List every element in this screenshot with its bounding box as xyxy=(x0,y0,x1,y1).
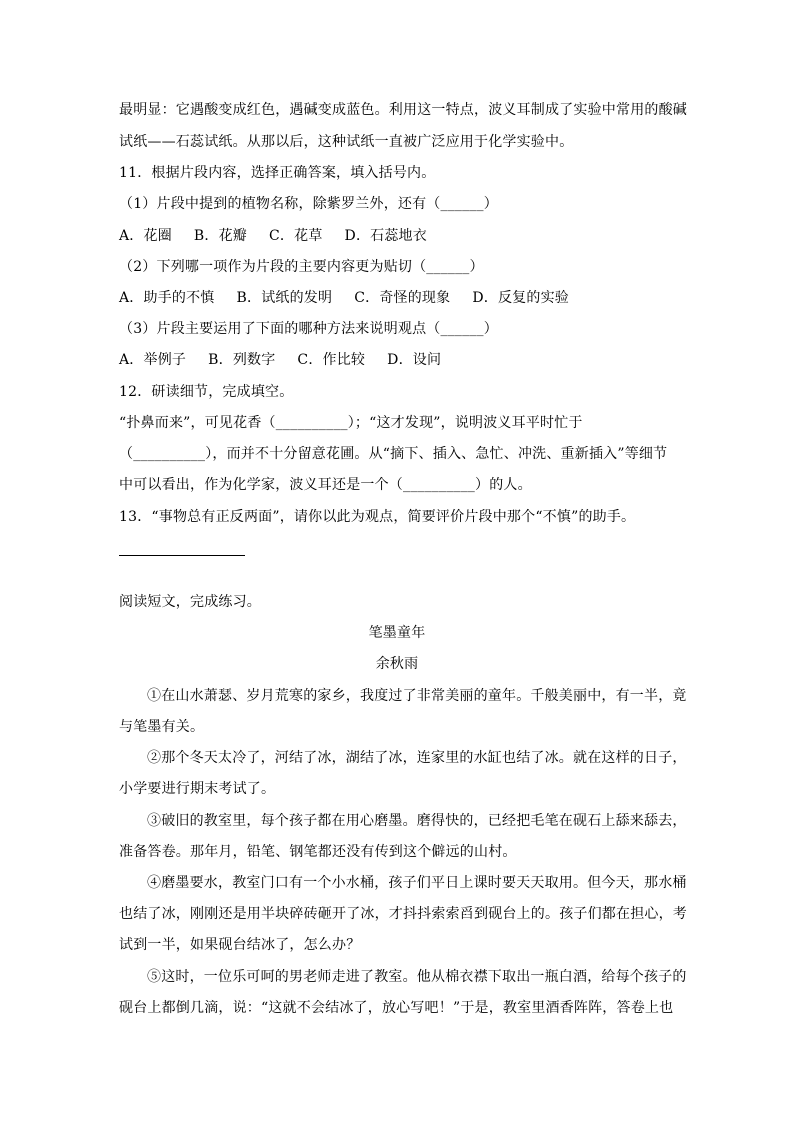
question-11-1: （1）片段中提到的植物名称，除紫罗兰外，还有（______） xyxy=(119,196,498,212)
passage-line: 试纸——石蕊试纸。从那以后，这种试纸一直被广泛应用于化学实验中。 xyxy=(119,134,574,150)
passage-line: 最明显：它遇酸变成红色，遇碱变成蓝色。利用这一特点，波义耳制成了实验中常用的酸碱 xyxy=(119,102,687,118)
option-c[interactable]: C．奇怪的现象 xyxy=(354,290,451,306)
option-c[interactable]: C．作比较 xyxy=(297,352,366,368)
option-b[interactable]: B．花瓣 xyxy=(193,228,248,244)
paragraph-5: ⑤这时，一位乐可呵的男老师走进了教室。他从棉衣襟下取出一瓶白酒，给每个孩子的 xyxy=(147,969,687,985)
question-12-line: （__________），而并不十分留意花圃。从“摘下、插入、急忙、冲洗、重新插入”等细节 xyxy=(119,446,668,462)
question-11-3-options xyxy=(119,350,679,370)
option-b[interactable]: B．试纸的发明 xyxy=(236,290,333,306)
option-d[interactable]: D．反复的实验 xyxy=(472,290,569,306)
reading-instruction: 阅读短文，完成练习。 xyxy=(119,594,261,610)
paragraph-4: ④磨墨要水，教室门口有一个小水桶，孩子们平日上课时要天天取用。但今天，那水桶 xyxy=(147,875,687,891)
paragraph-4-cont: 也结了冰，刚刚还是用半块碎砖砸开了冰，才抖抖索索舀到砚台上的。孩子们都在担心，考 xyxy=(119,906,687,922)
question-11-1-options xyxy=(119,226,679,246)
question-13-stem: 13．“事物总有正反两面”，请你以此为观点，简要评价片段中那个“不慎”的助手。 xyxy=(119,509,636,525)
paragraph-2-cont: 小学要进行期末考试了。 xyxy=(119,781,276,797)
article-author: 余秋雨 xyxy=(375,656,419,672)
option-b[interactable]: B．列数字 xyxy=(208,352,276,368)
paragraph-4-cont: 试到一半，如果砚台结冰了，怎么办？ xyxy=(119,937,361,953)
question-11-3: （3）片段主要运用了下面的哪种方法来说明观点（______） xyxy=(119,321,498,337)
option-a[interactable]: A．助手的不慎 xyxy=(119,290,215,306)
paragraph-1-cont: 与笔墨有关。 xyxy=(119,719,205,735)
paragraph-3: ③破旧的教室里，每个孩子都在用心磨墨。磨得快的，已经把毛笔在砚石上舔来舔去， xyxy=(147,813,687,829)
question-11-2: （2）下列哪一项作为片段的主要内容更为贴切（______） xyxy=(119,259,484,275)
paragraph-2: ②那个冬天太冷了，河结了冰，湖结了冰，连家里的水缸也结了冰。就在这样的日子， xyxy=(147,750,687,766)
question-12-line: “扑鼻而来”，可见花香（__________）；“这才发现”，说明波义耳平时忙于 xyxy=(119,415,583,431)
option-a[interactable]: A．举例子 xyxy=(119,352,187,368)
paragraph-1: ①在山水萧瑟、岁月荒寒的家乡，我度过了非常美丽的童年。千般美丽中，有一半，竟 xyxy=(147,688,687,704)
question-11-2-options xyxy=(119,288,679,308)
paragraph-5-cont: 砚台上都倒几滴，说：“这就不会结冰了，放心写吧！”于是，教室里酒香阵阵，答卷上也 xyxy=(119,1000,674,1016)
answer-blank-line[interactable] xyxy=(119,555,245,556)
question-11-stem: 11．根据片段内容，选择正确答案，填入括号内。 xyxy=(119,165,436,181)
option-d[interactable]: D．设问 xyxy=(387,352,442,368)
option-c[interactable]: C．花草 xyxy=(269,228,323,244)
option-a[interactable]: A．花圈 xyxy=(119,228,172,244)
paragraph-3-cont: 准备答卷。那年月，铅笔、钢笔都还没有传到这个僻远的山村。 xyxy=(119,844,517,860)
article-title: 笔墨童年 xyxy=(368,625,426,641)
question-12-stem: 12．研读细节，完成填空。 xyxy=(119,384,294,400)
question-12-line: 中可以看出，作为化学家，波义耳还是一个（__________）的人。 xyxy=(119,477,532,493)
option-d[interactable]: D．石蕊地衣 xyxy=(344,228,427,244)
